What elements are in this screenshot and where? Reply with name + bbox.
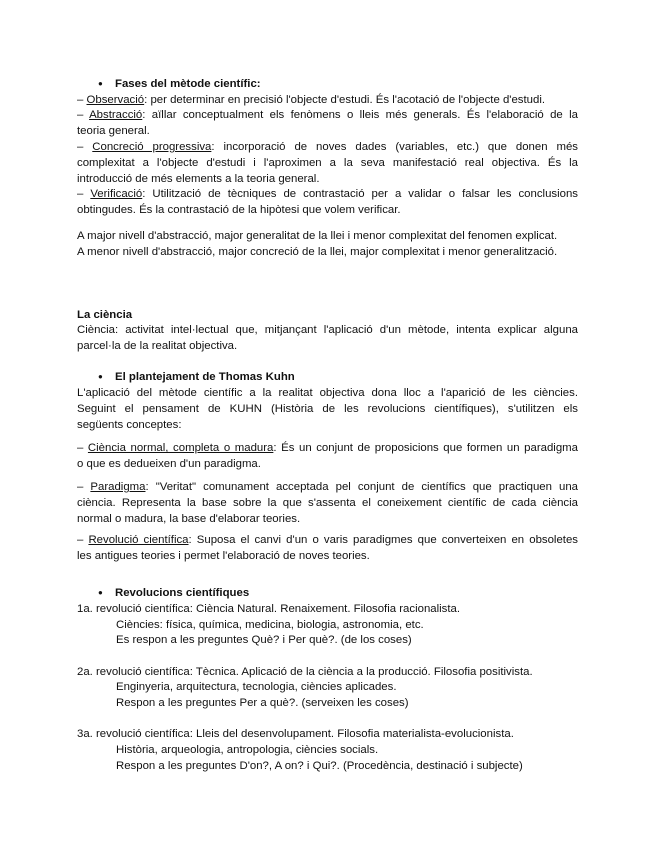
revolucions-heading: Revolucions científiques [115, 587, 250, 599]
term-observacio: Observació [86, 94, 145, 106]
kuhn-intro-1: L'aplicació del mètode científic a la realitat objectiva dona lloc a l'aparició de les ciències. [77, 387, 578, 399]
term-concrecio: Concreció progressiva [92, 141, 212, 153]
dash: – [77, 442, 88, 454]
fase-verificacio [77, 186, 578, 202]
revolucio-2-title: 2a. revolució científica: Tècnica. Aplicació de la ciència a la producció. Filosofia positivista. [77, 666, 533, 678]
dash: – [77, 188, 91, 200]
revolucio-3-title: 3a. revolució científica: Lleis del desenvolupament. Filosofia materialista-evolucionista. [77, 728, 514, 740]
concrecio-text-3: introducció de més elements a la teoria general. [77, 173, 320, 185]
dash: – [77, 141, 93, 153]
ciencia-normal-text-2: o que es dedueixen d'un paradigma. [77, 458, 261, 470]
bullet-dot: ● [98, 372, 103, 381]
dash: – [77, 534, 89, 546]
concrecio-text-2: complexitat a l'objecte d'estudi i l'aproximen a la seva manifestació real objectiva. És la [77, 157, 578, 169]
ciencia-normal-text: : És un conjunt de proposicions que formen un paradigma [273, 442, 578, 454]
fase-observacio [77, 92, 578, 108]
verificacio-text-2: obtingudes. És la contrastació de la hipòtesi que volem verificar. [77, 204, 401, 216]
revolucio-1-line-1: Ciències: física, química, medicina, biologia, astronomia, etc. [116, 619, 424, 631]
concept-ciencia-normal [77, 440, 578, 456]
paradigma-text: : "Veritat" comunament acceptada pel conjunt de científics que practiquen una [145, 481, 579, 493]
observacio-text: : per determinar en precisió l'objecte d'estudi. És l'acotació de l'objecte d'estudi. [144, 94, 546, 106]
ciencia-line-2: parcel·la de la realitat objectiva. [77, 340, 238, 352]
bullet-dot: ● [98, 588, 103, 597]
term-ciencia-normal: Ciència normal, completa o madura [87, 442, 274, 454]
concept-paradigma [77, 479, 578, 495]
bullet-fases [98, 76, 261, 92]
kuhn-intro-2: Seguint el pensament de KUHN (Història de les revolucions científiques), s'utilitzen els [77, 403, 578, 415]
concrecio-text: : incorporació de noves dades (variables, etc.) que donen més [211, 141, 578, 153]
bullet-revolucions [98, 585, 249, 601]
revolucio-2-line-2: Respon a les preguntes Per a què?. (serveixen les coses) [116, 697, 409, 709]
revolucio-1-line-2: Es respon a les preguntes Què? i Per què?. (de los coses) [116, 634, 412, 646]
term-revolucio: Revolució científica [88, 534, 189, 546]
revolucio-2-line-1: Enginyeria, arquitectura, tecnologia, ciències aplicades. [116, 681, 397, 693]
ciencia-line-1: Ciència: activitat intel·lectual que, mitjançant l'aplicació d'un mètode, intenta explicar alguna [77, 324, 578, 336]
revolucio-1-title: 1a. revolució científica: Ciència Natural. Renaixement. Filosofia racionalista. [77, 603, 461, 615]
fases-heading: Fases del mètode científic: [115, 78, 261, 90]
paradigma-text-2: ciència. Representa la base sobre la que s'assenta el coneixement científic de cada ciència [77, 497, 578, 509]
fase-abstraccio [77, 107, 578, 123]
kuhn-heading: El plantejament de Thomas Kuhn [115, 371, 295, 383]
term-abstraccio: Abstracció [89, 109, 143, 121]
abstraccio-text: : aïllar conceptualment els fenòmens o lleis més generals. És l'elaboració de la [142, 109, 578, 121]
revolucio-3-line-2: Respon a les preguntes D'on?, A on? i Qui?. (Procedència, destinació i subjecte) [116, 760, 523, 772]
paradigma-text-3: normal o madura, la base d'elaborar teories. [77, 513, 301, 525]
dash: – [77, 109, 90, 121]
bullet-kuhn [98, 369, 295, 385]
abstraction-line-1: A major nivell d'abstracció, major generalitat de la llei i menor complexitat del fenomen explicat. [77, 230, 558, 242]
revolucio-3-line-1: Història, arqueologia, antropologia, ciències socials. [116, 744, 379, 756]
abstraction-line-2: A menor nivell d'abstracció, major concreció de la llei, major complexitat i menor generalització. [77, 246, 558, 258]
fase-concrecio [77, 139, 578, 155]
revolucio-text: : Suposa el canvi d'un o varis paradigmes que converteixen en obsoletes [188, 534, 578, 546]
verificacio-text: : Utilització de tècniques de contrastació per a validar o falsar les conclusions [142, 188, 578, 200]
dash: – [77, 481, 91, 493]
ciencia-heading: La ciència [77, 309, 133, 321]
term-paradigma: Paradigma [90, 481, 146, 493]
revolucio-text-2: les antigues teories i permet l'elaboració de noves teories. [77, 550, 370, 562]
abstraccio-text-2: teoria general. [77, 125, 150, 137]
dash: – [77, 94, 87, 106]
concept-revolucio [77, 532, 578, 548]
kuhn-intro-3: següents conceptes: [77, 419, 182, 431]
term-verificacio: Verificació [90, 188, 143, 200]
bullet-dot: ● [98, 79, 103, 88]
